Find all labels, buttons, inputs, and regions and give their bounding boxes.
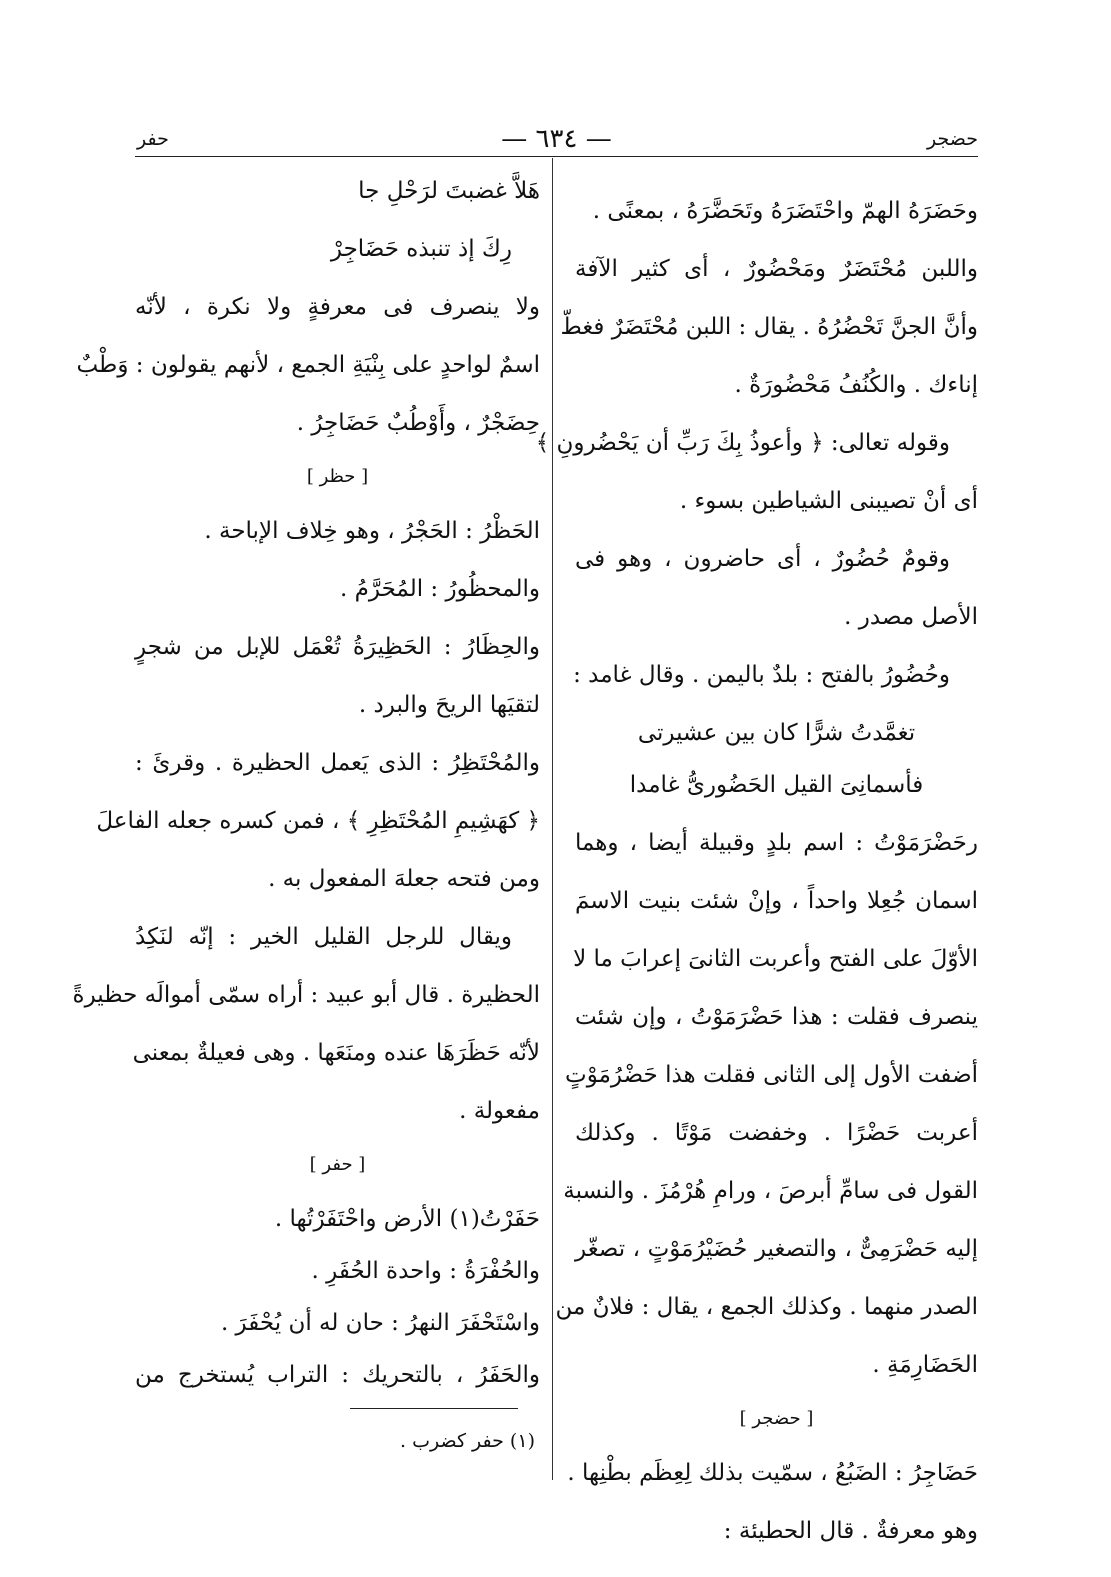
header-rule bbox=[135, 156, 978, 157]
text-line: وحُضُورُ بالفتح : بلدٌ باليمن . وقال غامد : bbox=[573, 662, 950, 688]
footnote: (١) حفر كضرب . bbox=[400, 1430, 535, 1452]
text-line: الصدر منهما . وكذلك الجمع ، يقال : فلانٌ من bbox=[555, 1294, 978, 1320]
text-line: ينصرف فقلت : هذا حَضْرَمَوْتُ ، وإن شئت bbox=[575, 1004, 978, 1030]
text-line: الأصل مصدر . bbox=[844, 604, 978, 630]
text-line: أضفت الأول إلى الثانى فقلت هذا حَضْرُمَوْتٍ bbox=[565, 1062, 978, 1088]
left-column bbox=[72, 172, 540, 1414]
text-line: أى أنْ تصيبنى الشياطين بسوء . bbox=[679, 488, 978, 514]
text-line: إليه حَضْرَمِىٌّ ، والتصغير حُضَيْرُمَوْتٍ ، تصغّر bbox=[575, 1236, 978, 1262]
text-line: لتقيَها الريحَ والبرد . bbox=[358, 692, 540, 718]
text-line: أعربت حَضْرًا . وخفضت مَوْتًا . وكذلك bbox=[575, 1120, 978, 1146]
text-line: ويقال للرجل القليل الخير : إنّه لنَكِدُ bbox=[135, 924, 512, 950]
text-line: الأوّلَ على الفتح وأعربت الثانىَ إعرابَ ما لا bbox=[573, 946, 978, 972]
text-line: حِضَجْرٌ ، وأَوْطُبٌ حَضَاجِرُ . bbox=[296, 410, 540, 436]
text-line: ومن فتحه جعلهَ المفعول به . bbox=[268, 866, 540, 892]
text-line: وقومٌ حُضُورٌ ، أى حاضرون ، وهو فى bbox=[575, 546, 950, 572]
text-line: الحظيرة . قال أبو عبيد : أراه سمّى أموالَه حظيرةً bbox=[72, 982, 540, 1008]
text-line: والحَفَرُ ، بالتحريك : التراب يُستخرج من bbox=[135, 1362, 540, 1388]
verse-line: هَلاَّ غضبتَ لرَحْلِ جا bbox=[358, 178, 540, 204]
text-line: الحَضَارِمَةِ . bbox=[872, 1352, 978, 1378]
text-line: واللبن مُحْتَضَرٌ ومَحْضُورٌ ، أى كثير الآفة bbox=[575, 256, 978, 282]
text-line: مفعولة . bbox=[459, 1098, 540, 1124]
text-line: ﴿ كهَشِيمِ المُحْتَظِرِ ﴾ ، فمن كسره جعله الفاعلَ bbox=[96, 808, 540, 834]
header-right-word: حضجر bbox=[927, 128, 978, 150]
entry-heading-hafar: [ حفر ] bbox=[309, 1154, 366, 1175]
text-line: وأنَّ الجنَّ تَحْضُرُهُ . يقال : اللبن مُحْتَضَرٌ فغطّ bbox=[560, 314, 978, 340]
verse-line: فأسمانِىَ القيل الحَضُورىُّ غامدا bbox=[629, 772, 924, 798]
text-line: حَضَاجِرُ : الضَبُعُ ، سمّيت بذلك لِعِظَم بطْنِها . bbox=[567, 1460, 978, 1486]
right-column bbox=[535, 192, 978, 1570]
text-line: الحَظْرُ : الحَجْرُ ، وهو خِلاف الإباحة . bbox=[204, 518, 540, 544]
verse-line: رِكَ إذ تنبذه حَضَاجِرْ bbox=[330, 236, 512, 262]
text-line: اسمٌ لواحدٍ على بِنْيَةِ الجمع ، لأنهم يقولون : وَطْبٌ bbox=[76, 352, 540, 378]
text-line: إناءك . والكُنُفُ مَحْضُورَةٌ . bbox=[734, 372, 978, 398]
text-line: رحَضْرَمَوْتُ : اسم بلدٍ وقبيلة أيضا ، وهما bbox=[575, 830, 978, 856]
text-line: والمحظُورُ : المُحَرَّمُ . bbox=[340, 576, 540, 602]
text-line: اسمان جُعِلا واحداً ، وإنْ شئت بنيت الاسمَ bbox=[575, 888, 978, 914]
text-line: وقوله تعالى: ﴿ وأعوذُ بِكَ رَبِّ أن يَحْضُرونِ ﴾ bbox=[535, 430, 950, 456]
text-line: لأنّه حَظَرَهَا عنده ومنَعَها . وهى فعيلةٌ بمعنى bbox=[132, 1040, 540, 1066]
text-line: وهو معرفةٌ . قال الحطيئة : bbox=[723, 1518, 978, 1544]
text-line: القول فى سامِّ أبرصَ ، ورامِ هُرْمُزَ . والنسبة bbox=[563, 1178, 978, 1204]
page-number: — ٦٣٤ — bbox=[501, 124, 612, 154]
text-line: واسْتَحْفَرَ النهرُ : حان له أن يُحْفَرَ . bbox=[220, 1310, 540, 1336]
footnote-rule bbox=[350, 1408, 518, 1409]
header-left-word: حفر bbox=[137, 128, 169, 150]
text-line: حَفَرْتُ(١) الأرض واحْتَفَرْتُها . bbox=[274, 1206, 540, 1232]
text-line: والحُفْرَةُ : واحدة الحُفَرِ . bbox=[311, 1258, 540, 1284]
text-line: والحِظَارُ : الحَظِيرَةُ تُعْمَل للإبل من شجرٍ bbox=[135, 634, 540, 660]
entry-heading-hazar: [ حظر ] bbox=[306, 466, 369, 487]
text-line: وحَضَرَهُ الهمّ واحْتَضَرَهُ وتَحَضَّرَهُ ، بمعنًى . bbox=[592, 198, 978, 224]
verse-line: تغمَّدتُ شرًّا كان بين عشيرتى bbox=[637, 720, 916, 746]
text-line: ولا ينصرف فى معرفةٍ ولا نكرة ، لأنّه bbox=[135, 294, 540, 320]
column-divider bbox=[552, 158, 553, 1480]
page-header bbox=[135, 124, 978, 158]
text-line: والمُحْتَظِرُ : الذى يَعمل الحظيرة . وقرئَ : bbox=[135, 750, 540, 776]
entry-heading-hadjar: [ حضجر ] bbox=[739, 1408, 814, 1429]
